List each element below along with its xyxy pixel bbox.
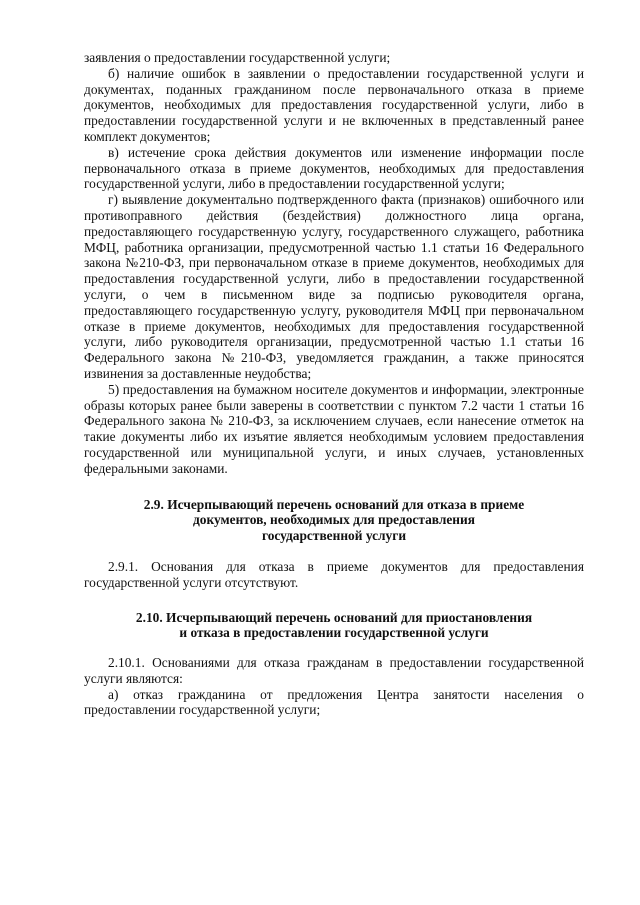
section-2-9-heading-line-1: 2.9. Исчерпывающий перечень оснований для отказа в приеме	[143, 496, 525, 512]
section-2-10-heading-line-1: 2.10. Исчерпывающий перечень оснований для приостановления	[135, 609, 533, 625]
paragraph-item-g: г) выявление документально подтвержденного факта (признаков) ошибочного или противоправного действия (бездействия) должностного лица органа, предоставляющего государственную услугу, государственного служащего, работника МФЦ, работника организации, предусмотренной частью 1.1 статьи 16 Федерального закона №210-ФЗ, при первоначальном отказе в приеме документов, необходимых для предоставления государственной услуги, либо в предоставлении государственной услуги, о чем в письменном виде за подписью руководителя органа, предоставляющего государственную услугу, руководителя МФЦ при первоначальном отказе в приеме документов, необходимых для предоставления государственной услуги, либо руководителя организации, предусмотренной частью 1.1 статьи 16 Федерального закона №210-ФЗ, уведомляется гражданин, а также приносятся извинения за доставленные неудобства;	[84, 192, 584, 381]
section-2-10-heading	[84, 610, 584, 642]
section-2-10-text-2: а) отказ гражданина от предложения Центра занятости населения о предоставлении государственной услуги;	[84, 686, 584, 718]
section-2-10-heading-line-2: и отказа в предоставлении государственной услуги	[179, 625, 489, 641]
section-2-9-heading-line-3: государственной услуги	[261, 528, 407, 544]
paragraph-item-5: 5) предоставления на бумажном носителе документов и информации, электронные образы которых ранее были заверены в соответствии с пунктом 7.2 части 1 статьи 16 Федерального закона № 210-ФЗ, за исключением случаев, если нанесение отметок на такие документы либо их изъятие является необходимым условием предоставления государственной или муниципальной услуги, и иных случаев, установленных федеральными законами.	[84, 381, 584, 476]
paragraph-item-v: в) истечение срока действия документов или изменение информации после первоначального отказа в приеме документов, необходимых для предоставления государственной услуги, либо в предоставлении государственной услуги;	[84, 144, 584, 192]
section-2-10-text-1: 2.10.1. Основаниями для отказа гражданам в предоставлении государственной услуги являются:	[84, 655, 584, 686]
paragraph-continuation: заявления о предоставлении государственной услуги;	[84, 50, 391, 65]
section-2-9-heading-line-2: документов, необходимых для предоставления	[193, 512, 475, 528]
paragraph-item-b: б) наличие ошибок в заявлении о предоставлении государственной услуги и документах, поданных гражданином после первоначального отказа в приеме документов, необходимых для предоставления государственной услуги, либо в предоставлении государственной услуги и не включенных в представленный ранее комплект документов;	[84, 65, 584, 144]
section-2-9-heading	[84, 497, 584, 544]
document-page	[84, 50, 584, 718]
section-2-9-text: 2.9.1. Основания для отказа в приеме документов для предоставления государственной услуги отсутствуют.	[84, 558, 584, 590]
